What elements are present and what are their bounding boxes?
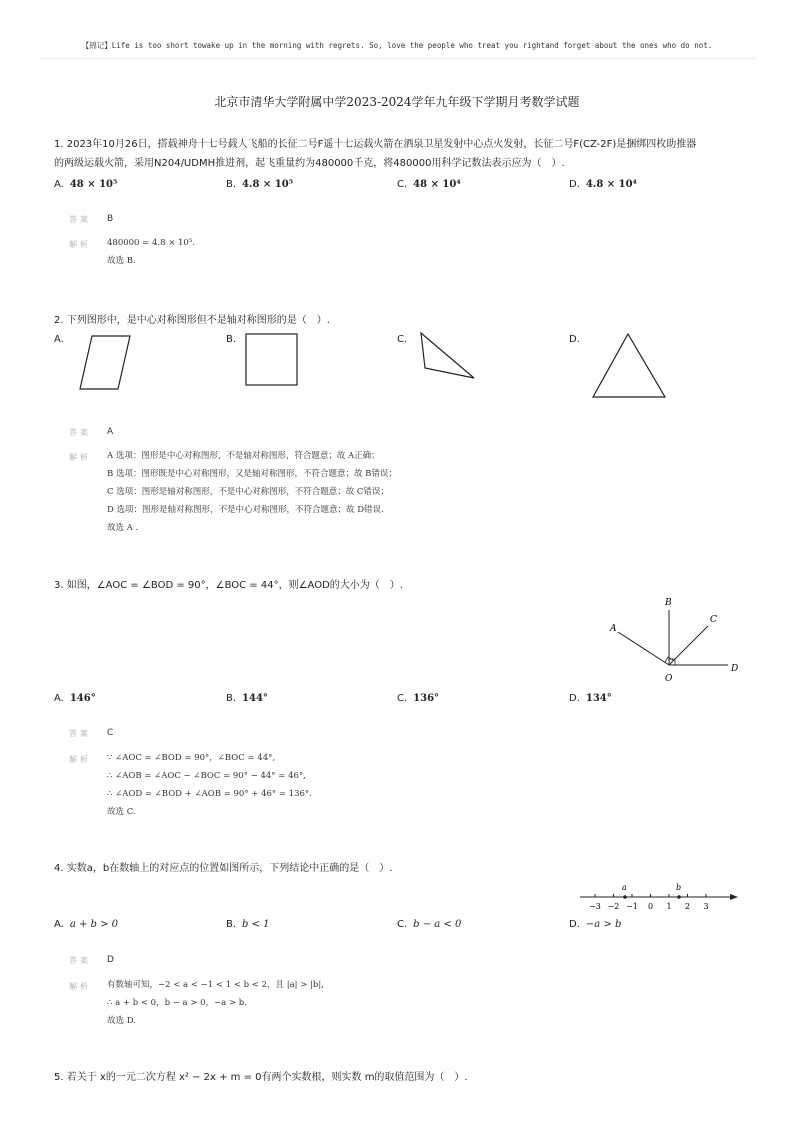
equilateral-triangle-figure <box>590 331 668 401</box>
number-line-tick-label: 3 <box>703 902 709 911</box>
parallelogram-figure <box>78 333 134 393</box>
point-b-label: B <box>665 598 672 608</box>
angle-figure <box>604 594 750 686</box>
q5-stem: 5. 若关于 x的一元二次方程 x² − 2x + m = 0有两个实数根，则实数 m的取值范围为（ ）. <box>54 1072 468 1083</box>
q3-option-b[interactable]: B. 144° <box>226 693 268 704</box>
q4-option-a[interactable]: A. a + b > 0 <box>54 919 119 930</box>
square-figure <box>244 332 300 388</box>
point-a-label: a <box>622 883 627 892</box>
q2-stem: 2. 下列图形中，是中心对称图形但不是轴对称图形的是（ ）. <box>54 315 330 326</box>
q3-answer: C <box>107 728 114 738</box>
number-line-tick-label: −1 <box>626 902 638 911</box>
q4-analysis: 有数轴可知，−2 < a < −1 < 1 < b < 2，且 |a| > |b|, ∴ a + b < 0，b − a > 0，−a > b. 故选 D. <box>107 980 324 1026</box>
q3-analysis: ∵ ∠AOC = ∠BOD = 90°，∠BOC = 44°, ∴ ∠AOB = ∠AOC − ∠BOC = 90° − 44° = 46°, ∴ ∠AOD = ∠BOD + ∠AOB = 90° + 46° = 136°. 故选 C. <box>107 753 312 817</box>
point-a-dot <box>623 895 627 899</box>
q1-stem-line2: 的两级运载火箭，采用N204/UDMH推进剂，起飞重量约为480000千克，将480000用科学记数法表示应为（ ）. <box>54 158 565 169</box>
q3-option-a[interactable]: A. 146° <box>54 693 96 704</box>
q2-answer-label: 答案 <box>69 428 91 437</box>
q4-option-b[interactable]: B. b < 1 <box>226 919 270 930</box>
number-line-tick-label: 1 <box>666 902 672 911</box>
q1-option-d[interactable]: D. 4.8 × 10⁴ <box>569 179 637 190</box>
q3-option-d[interactable]: D. 134° <box>569 693 612 704</box>
q4-option-c[interactable]: C. b − a < 0 <box>397 919 462 930</box>
q3-option-c[interactable]: C. 136° <box>397 693 440 704</box>
q4-answer: D <box>107 955 114 965</box>
q2-option-c-label[interactable]: C. <box>397 334 408 345</box>
page-title: 北京市清华大学附属中学2023-2024学年九年级下学期月考数学试题 <box>214 95 580 109</box>
q1-analysis-label: 解析 <box>69 240 91 249</box>
q3-answer-label: 答案 <box>69 729 91 738</box>
q4-stem: 4. 实数a，b在数轴上的对应点的位置如图所示，下列结论中正确的是（ ）. <box>54 863 393 874</box>
q3-analysis-label: 解析 <box>69 755 91 764</box>
q1-answer-label: 答案 <box>69 215 91 224</box>
number-line-figure <box>578 880 740 912</box>
point-c-label: C <box>710 615 717 625</box>
q2-analysis-label: 解析 <box>69 453 91 462</box>
q1-option-a[interactable]: A. 48 × 10⁵ <box>54 179 118 190</box>
q4-option-d[interactable]: D. −a > b <box>569 919 622 930</box>
point-o-label: O <box>665 674 673 684</box>
number-line-tick-label: 0 <box>647 902 654 911</box>
q2-analysis: A 选项：图形是中心对称图形，不是轴对称图形，符合题意；故 A正确； B 选项：图形既是中心对称图形，又是轴对称图形，不符合题意；故 B错误； C 选项：图形是轴对称图形，不是中心对称图形，不符合题意；故 C错误； D 选项：图形是轴对称图形，不是中心对称图形，不符合题意；故 D错误. 故选 A . <box>107 451 397 533</box>
q1-option-c[interactable]: C. 48 × 10⁴ <box>397 179 461 190</box>
q1-option-b[interactable]: B. 4.8 × 10⁵ <box>226 179 294 190</box>
q1-analysis: 480000 = 4.8 × 10⁵. 故选 B. <box>107 238 195 266</box>
number-line-tick-label: 2 <box>684 902 691 911</box>
q1-answer: B <box>107 214 114 224</box>
point-b-dot <box>677 895 681 899</box>
q2-option-d-label[interactable]: D. <box>569 334 580 345</box>
header-motto: 【锦记】Life is too short towake up in the morning with regrets. So, love the people who treat you rightand forget about the ones who do not. <box>81 41 713 50</box>
q1-stem-line1: 1. 2023年10月26日，搭载神舟十七号载人飞船的长征二号F遥十七运载火箭在酒泉卫星发射中心点火发射，长征二号F(CZ-2F)是捆绑四枚助推器 <box>54 139 697 150</box>
q2-answer: A <box>107 427 114 437</box>
right-triangle-figure <box>418 331 478 381</box>
q2-option-a-label[interactable]: A. <box>54 334 64 345</box>
q3-stem: 3. 如图，∠AOC = ∠BOD = 90°，∠BOC = 44°，则∠AOD的大小为（ ）. <box>54 580 403 591</box>
question-1 <box>54 135 754 173</box>
q2-option-b-label[interactable]: B. <box>226 334 237 345</box>
q4-analysis-label: 解析 <box>69 982 91 991</box>
point-b-label: b <box>676 883 682 892</box>
number-line-tick-label: −3 <box>589 902 601 911</box>
point-d-label: D <box>731 664 739 674</box>
header-divider <box>38 58 756 59</box>
number-line-tick-label: −2 <box>607 902 620 911</box>
q4-answer-label: 答案 <box>69 956 91 965</box>
point-a-label: A <box>610 624 617 634</box>
